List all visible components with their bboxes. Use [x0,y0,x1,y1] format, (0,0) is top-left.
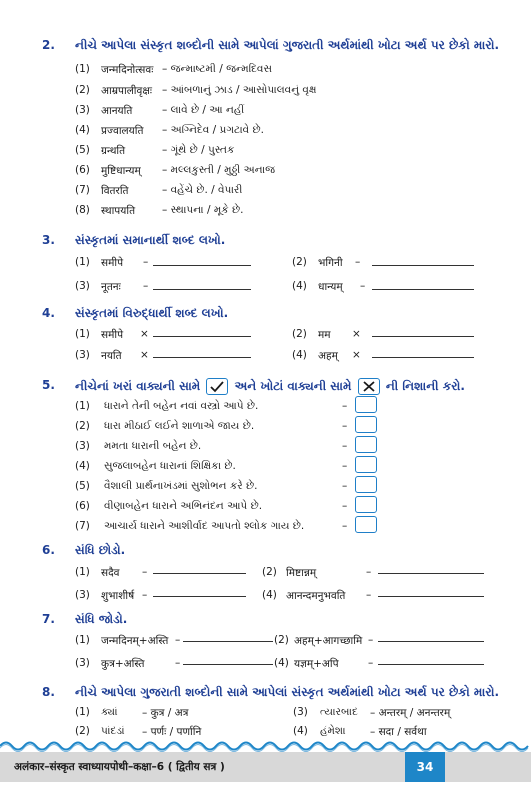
answer-line[interactable] [153,573,246,574]
answer-line[interactable] [153,336,251,337]
answer-box[interactable] [355,456,377,473]
answer-line[interactable] [378,664,484,665]
answer-line[interactable] [372,357,474,358]
question-title: સંધિ છોડો. [75,543,126,557]
cross-mark-icon [358,378,380,395]
answer-line[interactable] [372,289,474,290]
question-number: 4. [42,306,55,320]
answer-line[interactable] [372,265,474,266]
answer-line[interactable] [183,641,273,642]
question-title: નીચેનાં ખરાં વાક્યની સામે અને ખોટાં વાક્યની સામે ની નિશાની કરો. [75,379,465,393]
wave-divider [0,739,531,753]
answer-line[interactable] [372,336,474,337]
question-title: સંસ્કૃતમાં સમાનાર્થી શબ્દ લખો. [75,233,226,247]
answer-line[interactable] [183,664,273,665]
question-title: નીચે આપેલા સંસ્કૃત શબ્દોની સામે આપેલાં ગુજરાતી અર્થમાંથી ખોટા અર્થ પર છેકો મારો. [75,38,500,52]
answer-box[interactable] [355,416,377,433]
answer-line[interactable] [153,596,246,597]
answer-box[interactable] [355,496,377,513]
answer-box[interactable] [355,476,377,493]
answer-box[interactable] [355,396,377,413]
answer-line[interactable] [378,573,484,574]
question-number: 3. [42,233,55,247]
question-title: સંધિ જોડો. [75,612,128,626]
question-number: 7. [42,612,55,626]
answer-line[interactable] [378,641,484,642]
page-footer [0,752,531,782]
page-number: 34 [405,752,445,782]
check-mark-icon [206,378,228,395]
answer-box[interactable] [355,436,377,453]
question-number: 8. [42,685,55,699]
answer-line[interactable] [153,357,251,358]
question-number: 5. [42,378,55,392]
footer-title: अलंकार–संस्कृत स्वाध्यायपोथी–कक्षा–6 ( द्वितीय सत्र ) [14,761,225,773]
answer-box[interactable] [355,516,377,533]
question-title: નીચે આપેલા ગુજરાતી શબ્દોની સામે આપેલાં સંસ્કૃત અર્થમાંથી ખોટા અર્થ પર છેકો મારો. [75,685,500,699]
answer-line[interactable] [153,265,251,266]
question-number: 6. [42,543,55,557]
answer-line[interactable] [153,289,251,290]
answer-line[interactable] [378,596,484,597]
question-number: 2. [42,38,55,52]
question-title: સંસ્કૃતમાં વિરુદ્ધાર્થી શબ્દ લખો. [75,306,229,320]
